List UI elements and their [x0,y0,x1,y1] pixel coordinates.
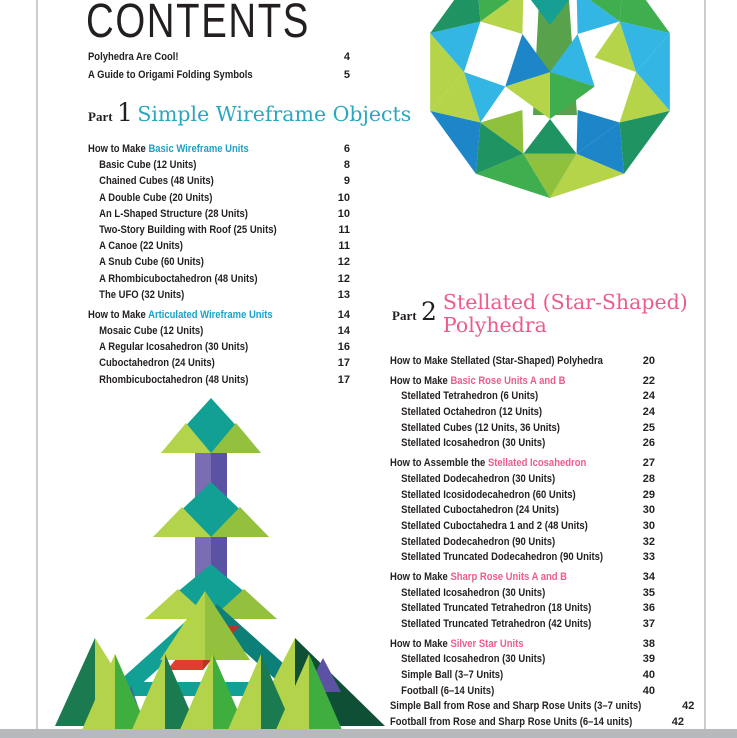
toc-page-number: 42 [682,700,695,713]
page-title: CONTENTS [86,0,310,48]
toc-entry-label: Chained Cubes (48 Units) [99,175,214,188]
toc-entry[interactable] [390,602,655,618]
toc-entry[interactable] [88,289,350,305]
origami-tower-photo [55,386,395,738]
toc-page-number: 22 [642,374,655,387]
toc-entry-label: Stellated Octahedron (12 Units) [401,406,543,419]
toc-header-highlight: Basic Rose Units A and B [450,374,566,387]
toc-page-number: 17 [337,357,350,370]
toc-entry-label: Polyhedra Are Cool! [88,51,179,63]
toc-entry[interactable] [88,51,350,69]
toc-page-number: 35 [642,586,655,599]
toc-entry-label: Stellated Icosidodecahedron (60 Units) [401,488,576,501]
toc-header-text: How to Make Stellated (Star-Shaped) Polyhedra [390,355,603,367]
part2-title-line1: Stellated (Star-Shaped) [442,290,688,314]
toc-entry[interactable] [88,357,350,373]
toc-entry-label: Stellated Cuboctahedra 1 and 2 (48 Units) [401,519,588,532]
toc-entry-label: Simple Ball (3–7 Units) [401,669,504,682]
toc-page-number: 4 [343,51,350,63]
toc-entry-label: A Guide to Origami Folding Symbols [88,68,253,81]
toc-entry[interactable] [390,406,655,422]
toc-entry[interactable] [390,551,655,567]
toc-page-number: 26 [642,437,655,450]
toc-section-header[interactable] [390,457,655,473]
toc-entry-label: Stellated Dodecahedron (30 Units) [401,472,556,485]
toc-page-number: 39 [642,653,655,666]
toc-page-number: 40 [642,684,655,697]
toc-page-number: 33 [642,551,655,564]
toc-header-highlight: Stellated Icosahedron [487,457,587,470]
toc-page-number: 8 [343,159,350,172]
toc-page-number: 20 [642,355,655,367]
toc-entry[interactable] [88,69,350,87]
part1-heading [88,98,411,127]
toc-section [390,457,655,567]
toc-entry[interactable] [390,437,655,453]
toc-entry-label: Stellated Icosahedron (30 Units) [401,586,546,599]
toc-section-header[interactable] [390,638,655,654]
toc-page-number: 30 [642,504,655,517]
toc-page-number: 37 [642,618,655,630]
toc-entry[interactable] [88,159,350,175]
toc-page-number: 14 [337,325,350,338]
toc-page-number: 16 [337,341,350,354]
toc-entry[interactable] [390,473,655,489]
toc-page-number: 34 [642,570,655,583]
toc-section-header[interactable] [390,375,655,391]
toc-page-number: 5 [343,68,350,81]
toc-page-number: 10 [337,191,350,204]
toc-header-text: How to Make [88,143,149,155]
toc-page-number: 11 [338,223,350,236]
toc-page-number: 28 [642,472,655,485]
toc-header-highlight: Sharp Rose Units A and B [450,570,567,583]
toc-entry-label: Basic Cube (12 Units) [99,159,197,172]
toc-entry[interactable] [390,536,655,552]
toc-section [390,571,655,634]
toc-section-header[interactable] [390,355,655,371]
part2-toc [390,351,695,732]
toc-entry-label: An L-Shaped Structure (28 Units) [99,207,248,220]
toc-entry[interactable] [88,175,350,191]
toc-section [88,143,350,305]
toc-section [390,355,655,371]
toc-page-number: 38 [642,637,655,650]
toc-entry[interactable] [88,192,350,208]
toc-section-header[interactable] [88,309,350,325]
toc-entry-label: Stellated Dodecahedron (90 Units) [401,535,556,548]
toc-header-highlight: Articulated Wireframe Units [148,308,273,321]
toc-entry[interactable] [390,685,655,701]
page-bottom-edge [0,729,737,738]
toc-page-number: 36 [642,602,655,615]
toc-page-number: 10 [337,207,350,220]
intro-list [88,51,350,86]
toc-page-number: 32 [642,535,655,548]
toc-header-text: How to Make [88,308,149,321]
toc-page-number: 40 [642,669,655,682]
toc-header-highlight: Basic Wireframe Units [148,143,249,155]
part-number: 2 [421,297,437,326]
toc-entry[interactable] [390,489,655,505]
toc-entry[interactable] [88,273,350,289]
toc-page-number: 13 [337,288,350,301]
toc-entry[interactable] [88,208,350,224]
toc-page-number: 12 [337,272,350,285]
toc-section [88,309,350,390]
toc-entry-label: Rhombicuboctahedron (48 Units) [99,373,249,386]
toc-entry-label: Stellated Cuboctahedron (24 Units) [401,504,559,517]
toc-page-number: 29 [642,488,655,501]
toc-entry-label: The UFO (32 Units) [99,288,185,301]
toc-header-text: How to Make [390,637,451,650]
toc-page-number: 6 [343,143,350,155]
toc-entry[interactable] [390,520,655,536]
toc-entry-label: Football from Rose and Sharp Rose Units (6–14 units) [390,716,633,729]
part2-title-line2: Polyhedra [442,313,547,337]
toc-entry[interactable] [88,224,350,240]
toc-entry-label: Mosaic Cube (12 Units) [99,325,204,338]
toc-entry[interactable] [88,341,350,357]
toc-entry[interactable] [88,256,350,272]
toc-entry[interactable] [88,325,350,341]
toc-entry-label: A Double Cube (20 Units) [99,191,213,204]
toc-entry-label: Stellated Tetrahedron (6 Units) [401,390,539,403]
toc-entry[interactable] [390,587,655,603]
toc-entry-label: Cuboctahedron (24 Units) [99,357,215,370]
toc-page-number: 30 [642,519,655,532]
toc-header-text: How to Make [390,570,451,583]
part-word: Part [392,308,417,323]
toc-entry-label: Simple Ball from Rose and Sharp Rose Units (3–7 units) [390,700,642,713]
toc-header-text: How to Assemble the [390,457,488,470]
toc-page-number: 25 [642,421,655,434]
toc-entry-label: Football (6–14 Units) [401,684,495,697]
toc-entry[interactable] [390,390,655,406]
toc-entry-label: A Snub Cube (60 Units) [99,256,204,269]
part-word: Part [88,109,113,124]
part2-heading [392,291,688,337]
toc-section-header[interactable] [390,571,655,587]
toc-entry-label: A Canoe (22 Units) [99,240,183,253]
toc-entry-label: Stellated Icosahedron (30 Units) [401,653,546,666]
toc-entry[interactable] [390,669,655,685]
toc-entry-label: Two-Story Building with Roof (25 Units) [99,223,277,236]
part-number: 1 [117,98,133,127]
toc-entry-label: A Rhombicuboctahedron (48 Units) [99,272,258,285]
toc-entry-label: A Regular Icosahedron (30 Units) [99,341,249,354]
toc-entry[interactable] [390,653,655,669]
toc-header-highlight: Silver Star Units [450,637,524,650]
toc-entry[interactable] [390,504,655,520]
toc-page-number: 24 [642,406,655,419]
toc-entry[interactable] [88,240,350,256]
toc-section [390,375,655,453]
page-left-edge [36,0,38,738]
toc-entry-label: Stellated Truncated Tetrahedron (42 Units) [401,618,592,630]
part1-title: Simple Wireframe Objects [137,102,412,126]
toc-entry[interactable] [390,700,695,716]
toc-page-number: 12 [337,256,350,269]
toc-page-number: 14 [337,308,350,321]
toc-entry[interactable] [390,618,655,634]
toc-entry-label: Stellated Cubes (12 Units, 36 Units) [401,421,560,434]
toc-page-number: 17 [337,373,350,386]
origami-ball-photo [407,0,699,212]
toc-header-text: How to Make [390,374,451,387]
toc-page-number: 27 [642,457,655,470]
toc-entry-label: Stellated Truncated Tetrahedron (18 Units) [401,602,592,615]
toc-page-number: 9 [343,175,350,188]
toc-section-header[interactable] [88,143,350,159]
toc-entry[interactable] [390,422,655,438]
toc-page-number: 24 [642,390,655,403]
part1-toc [88,139,350,390]
toc-page-number: 11 [338,240,350,253]
toc-section [390,638,655,701]
toc-entry-label: Stellated Truncated Dodecahedron (90 Units) [401,551,604,564]
toc-page-number: 42 [671,716,685,729]
toc-entry-label: Stellated Icosahedron (30 Units) [401,437,546,450]
page-right-edge [704,0,706,738]
